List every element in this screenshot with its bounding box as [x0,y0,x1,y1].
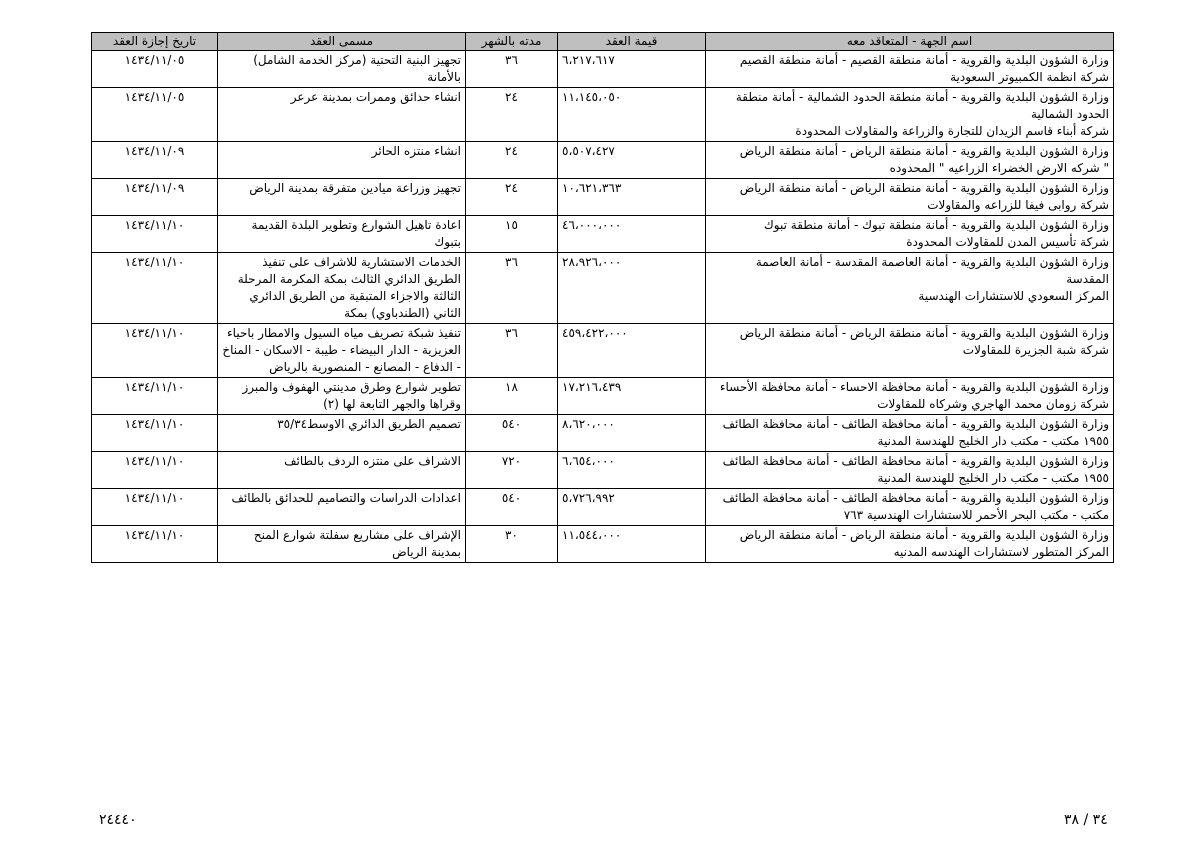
cell-party [706,142,1114,179]
cell-approval-date: ١٤٣٤/١١/٠٥ [92,88,218,142]
cell-party [706,324,1114,378]
cell-duration: ١٨ [466,378,558,415]
cell-contract-name: الاشراف على منتزه الردف بالطائف [218,452,466,489]
cell-party [706,179,1114,216]
cell-contract-name: اعادة تاهيل الشوارع وتطوير البلدة القديمة بتبوك [218,216,466,253]
cell-contract-name: تطوير شوارع وطرق مدينتي الهفوف والمبرز وقراها والجهر التابعة لها (٢) [218,378,466,415]
cell-party [706,526,1114,563]
party-contractor: ١٩٥٥ مكتب - مكتب دار الخليج للهندسة المدنية [877,434,1109,448]
cell-contract-value: ٤٦،٠٠٠،٠٠٠ [558,216,706,253]
table-row [92,88,1114,142]
party-entity: وزارة الشؤون البلدية والقروية - أمانة منطقة القصيم - أمانة منطقة القصيم [739,53,1109,67]
party-contractor: ١٩٥٥ مكتب - مكتب دار الخليج للهندسة المدنية [877,471,1109,485]
cell-contract-name: تجهيز البنية التحتية (مركز الخدمة الشامل) بالأمانة [218,51,466,88]
cell-party [706,88,1114,142]
contracts-table [91,32,1114,563]
cell-approval-date: ١٤٣٤/١١/١٠ [92,216,218,253]
cell-approval-date: ١٤٣٤/١١/٠٩ [92,142,218,179]
table-header-row [92,33,1114,51]
cell-duration: ٥٤٠ [466,415,558,452]
header-value: قيمة العقد [558,33,706,51]
party-contractor: مكتب - مكتب البحر الأحمر للاستشارات الهندسية ٧٦٣ [843,508,1109,522]
party-contractor: شركة انظمة الكمبيوتر السعودية [950,70,1109,84]
party-entity: وزارة الشؤون البلدية والقروية - أمانة منطقة الرياض - أمانة منطقة الرياض [739,144,1109,158]
cell-contract-value: ١٠،٦٢١،٣٦٣ [558,179,706,216]
table-row [92,216,1114,253]
cell-approval-date: ١٤٣٤/١١/١٠ [92,253,218,324]
party-entity: وزارة الشؤون البلدية والقروية - أمانة محافظة الطائف - أمانة محافظة الطائف [722,454,1109,468]
cell-contract-value: ٤٥٩،٤٢٢،٠٠٠ [558,324,706,378]
cell-contract-value: ٦،٢١٧،٦١٧ [558,51,706,88]
table-row [92,378,1114,415]
cell-approval-date: ١٤٣٤/١١/١٠ [92,324,218,378]
cell-contract-value: ٨،٦٢٠،٠٠٠ [558,415,706,452]
cell-approval-date: ١٤٣٤/١١/٠٥ [92,51,218,88]
party-entity: وزارة الشؤون البلدية والقروية - أمانة محافظة الاحساء - أمانة محافظة الأحساء [719,380,1109,394]
cell-duration: ٢٤ [466,142,558,179]
party-contractor: شركة روابى فيفا للزراعه والمقاولات [927,198,1109,212]
cell-contract-value: ٢٨،٩٢٦،٠٠٠ [558,253,706,324]
cell-approval-date: ١٤٣٤/١١/١٠ [92,415,218,452]
cell-contract-value: ٥،٧٢٦،٩٩٢ [558,489,706,526]
cell-party [706,489,1114,526]
cell-duration: ٣٦ [466,324,558,378]
cell-contract-value: ١٧،٢١٦،٤٣٩ [558,378,706,415]
party-entity: وزارة الشؤون البلدية والقروية - أمانة العاصمة المقدسة - أمانة العاصمة المقدسة [755,255,1109,286]
cell-approval-date: ١٤٣٤/١١/١٠ [92,452,218,489]
cell-contract-name: تجهيز وزراعة ميادين متفرقة بمدينة الرياض [218,179,466,216]
cell-party [706,216,1114,253]
cell-approval-date: ١٤٣٤/١١/١٠ [92,489,218,526]
cell-approval-date: ١٤٣٤/١١/٠٩ [92,179,218,216]
table-row [92,324,1114,378]
cell-approval-date: ١٤٣٤/١١/١٠ [92,378,218,415]
document-number: ٢٤٤٤٠ [99,812,137,828]
cell-duration: ٢٤ [466,179,558,216]
cell-duration: ١٥ [466,216,558,253]
header-duration: مدته بالشهر [466,33,558,51]
cell-contract-value: ٥،٥٠٧،٤٢٧ [558,142,706,179]
header-name: مسمى العقد [218,33,466,51]
cell-contract-name: الإشراف على مشاريع سفلتة شوارع المنح بمدينة الرياض [218,526,466,563]
party-contractor: شركة تأسيس المدن للمقاولات المحدودة [906,235,1109,249]
cell-party [706,415,1114,452]
table-row [92,51,1114,88]
cell-duration: ٣٠ [466,526,558,563]
party-entity: وزارة الشؤون البلدية والقروية - أمانة منطقة الرياض - أمانة منطقة الرياض [739,181,1109,195]
table-row [92,526,1114,563]
party-contractor: المركز السعودي للاستشارات الهندسية [918,289,1109,303]
cell-duration: ٧٢٠ [466,452,558,489]
cell-approval-date: ١٤٣٤/١١/١٠ [92,526,218,563]
cell-contract-value: ٦،٦٥٤،٠٠٠ [558,452,706,489]
table-row [92,142,1114,179]
header-date: تاريخ إجازة العقد [92,33,218,51]
cell-party [706,452,1114,489]
cell-duration: ٣٦ [466,51,558,88]
table-row [92,415,1114,452]
cell-party [706,253,1114,324]
cell-contract-name: انشاء حدائق وممرات بمدينة عرعر [218,88,466,142]
party-contractor: شركة شبة الجزيرة للمقاولات [962,343,1109,357]
cell-contract-name: تنفيذ شبكة تصريف مياه السيول والامطار باحياء العزيزية - الدار البيضاء - طيبة - الاسكان - المناخ - الدفاع - المصانع - المنصورية بالرياض [218,324,466,378]
party-contractor: شركة زومان محمد الهاجري وشركاه للمقاولات [877,397,1109,411]
table-row [92,253,1114,324]
cell-contract-value: ١١،١٤٥،٠٥٠ [558,88,706,142]
cell-contract-name: تصميم الطريق الدائري الاوسط٣٥/٣٤ [218,415,466,452]
cell-duration: ٥٤٠ [466,489,558,526]
cell-duration: ٣٦ [466,253,558,324]
cell-duration: ٢٤ [466,88,558,142]
page-number: ٣٤ / ٣٨ [1064,812,1108,828]
party-entity: وزارة الشؤون البلدية والقروية - أمانة محافظة الطائف - أمانة محافظة الطائف [722,491,1109,505]
table-row [92,179,1114,216]
header-party: اسم الجهة - المتعاقد معه [706,33,1114,51]
party-entity: وزارة الشؤون البلدية والقروية - أمانة منطقة تبوك - أمانة منطقة تبوك [763,218,1109,232]
cell-contract-name: الخدمات الاستشارية للاشراف على تنفيذ الطريق الدائري الثالث بمكة المكرمة المرحلة الثالثة والاجزاء المتبقية من الطريق الدائري الثاني (الطندباوي) بمكة [218,253,466,324]
cell-contract-name: انشاء منتزه الحائر [218,142,466,179]
cell-contract-name: اعدادات الدراسات والتصاميم للحدائق بالطائف [218,489,466,526]
table-row [92,452,1114,489]
party-entity: وزارة الشؤون البلدية والقروية - أمانة محافظة الطائف - أمانة محافظة الطائف [722,417,1109,431]
cell-party [706,378,1114,415]
party-entity: وزارة الشؤون البلدية والقروية - أمانة منطقة الحدود الشمالية - أمانة منطقة الحدود الشمالية [735,90,1109,121]
party-entity: وزارة الشؤون البلدية والقروية - أمانة منطقة الرياض - أمانة منطقة الرياض [739,326,1109,340]
table-row [92,489,1114,526]
party-entity: وزارة الشؤون البلدية والقروية - أمانة منطقة الرياض - أمانة منطقة الرياض [739,528,1109,542]
party-contractor: المركز المتطور لاستشارات الهندسه المدنيه [893,545,1109,559]
party-contractor: شركة أبناء قاسم الزيدان للتجارة والزراعة والمقاولات المحدودة [795,124,1109,138]
party-contractor: " شركه الارض الخضراء الزراعيه " المحدوده [889,161,1109,175]
table-body [92,51,1114,563]
cell-contract-value: ١١،٥٤٤،٠٠٠ [558,526,706,563]
cell-party [706,51,1114,88]
